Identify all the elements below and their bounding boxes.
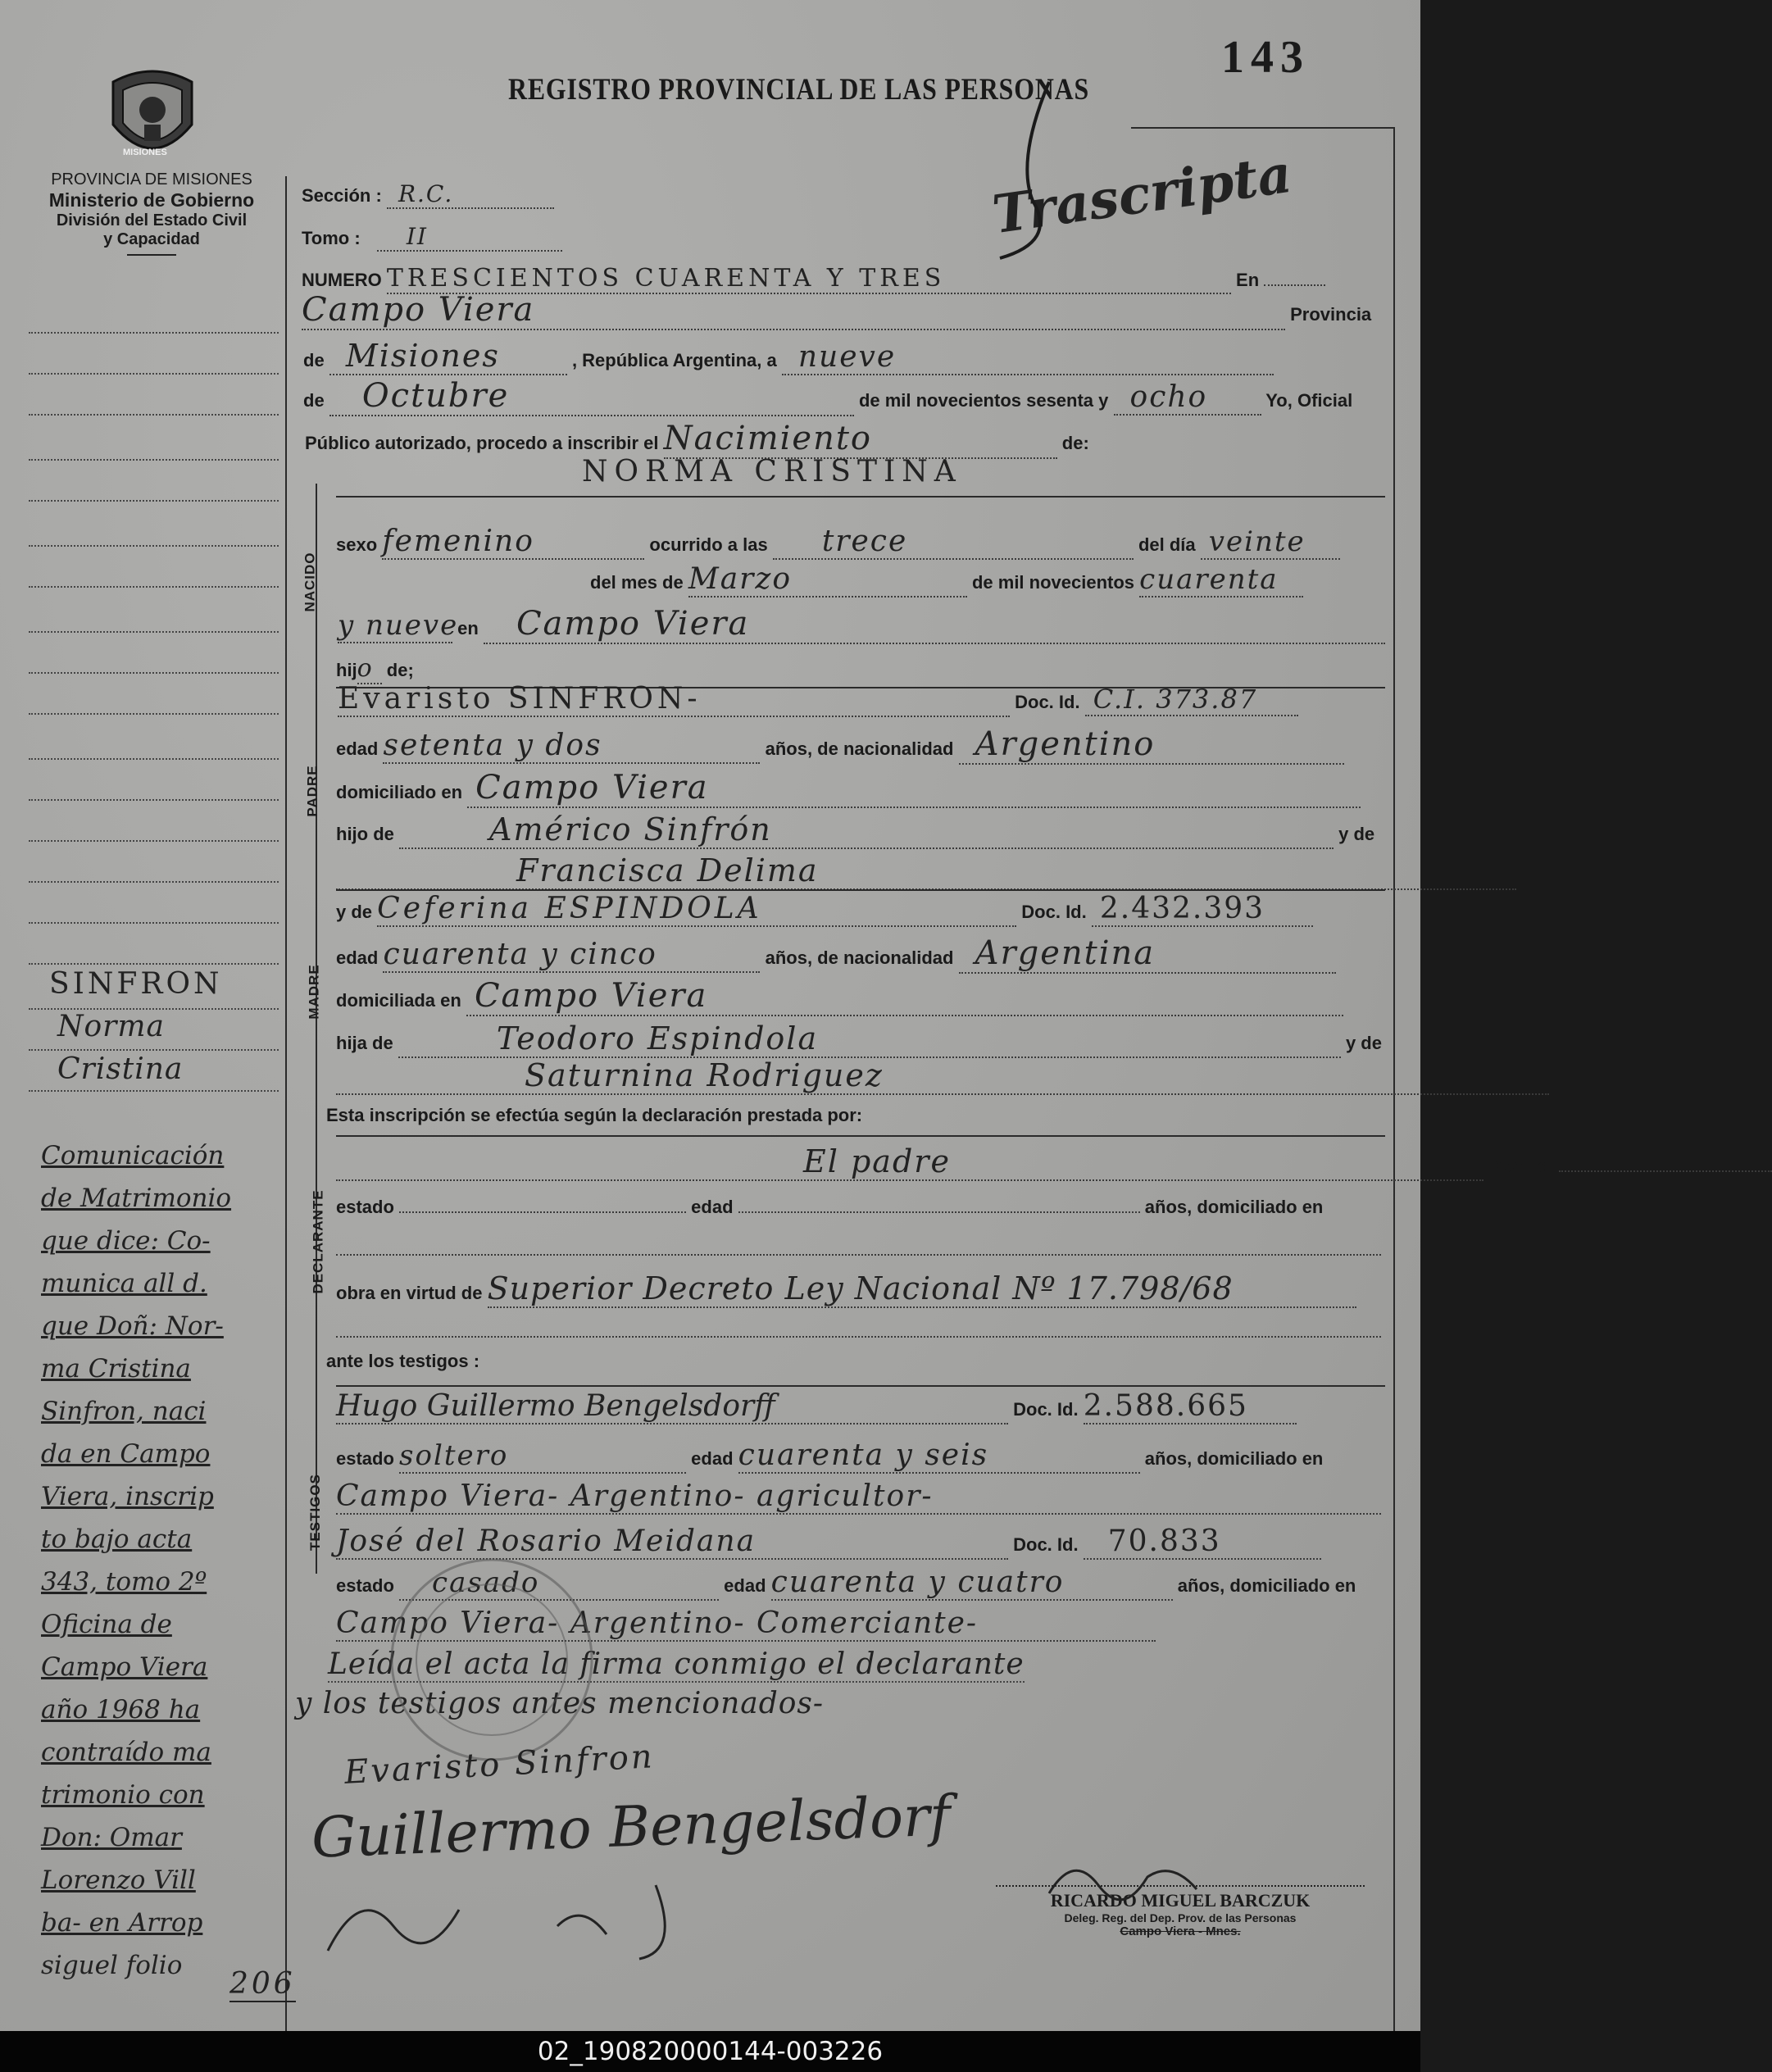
nacido-year1-value: cuarenta [1139,563,1303,598]
testigo2-edad: cuarenta y cuatro [771,1565,1173,1601]
declarante-intro: Esta inscripción se efectúa según la declaración prestada por: [326,1105,863,1125]
madre-y-de-label: y de [336,902,373,922]
top-signature: Trascripta [988,143,1296,247]
testigos-section-label: TESTIGOS [307,1474,323,1551]
padre-mother-value: Francisca Delima [336,852,1516,890]
madre-name-value: Ceferina ESPINDOLA [377,892,1016,927]
declarante-edad-label: edad [691,1197,734,1217]
note-line: que Doñ: Nor- [41,1311,224,1341]
madre-anos-label: años, de nacionalidad [765,947,954,968]
dia-label: del día [1138,534,1196,555]
testigo1-doc: 2.588.665 [1084,1389,1297,1424]
official-stamp-icon [385,1553,598,1766]
madre-nacionalidad-value: Argentina [959,934,1336,974]
year-value: ocho [1114,380,1261,416]
hour-value: trece [773,525,1134,560]
note-line: de Matrimonio [41,1184,232,1213]
obra-value: Superior Decreto Ley Nacional Nº 17.798/68 [488,1270,1356,1308]
witness-signature: Guillermo Bengelsdorf [310,1783,952,1871]
testigo1-edad-label: edad [691,1448,734,1469]
padre-nacionalidad-value: Argentino [959,725,1344,765]
declarante-signature: Evaristo Sinfron [343,1738,656,1792]
testigo2-edad-label: edad [724,1575,766,1596]
madre-domicilio-label: domiciliada en [336,990,461,1011]
agency-block [16,170,287,256]
testigo2-anos-label: años, domiciliado en [1177,1575,1356,1596]
signature-scribble-icon [311,1852,738,1967]
margin-surname: SINFRON [49,967,223,1001]
margin-note [41,1141,287,1993]
note-line: siguel folio [41,1951,183,1980]
margin-given2: Cristina [57,1052,184,1086]
file-id-bar [0,2031,1420,2072]
note-line: Sinfron, naci [41,1397,207,1426]
testigos-intro: ante los testigos : [326,1351,480,1371]
note-line: ba- en Arrop [41,1908,203,1938]
province-value: Misiones [329,338,567,375]
agency-province: PROVINCIA DE MISIONES [51,170,252,189]
declarante-name-value: El padre [336,1143,1483,1181]
hijo-suffix: o [357,654,382,684]
padre-father-value: Américo Sinfrón [399,811,1334,849]
nacido-place-value: Campo Viera [484,605,1385,644]
agency-ministry: Ministerio de Gobierno [48,189,255,211]
provincia-label: Provincia [1290,304,1372,325]
note-line: Lorenzo Vill [41,1865,196,1895]
testigo1-estado-label: estado [336,1448,394,1469]
padre-domicilio-label: domiciliado en [336,782,463,802]
padre-anos-label: años, de nacionalidad [765,738,954,759]
de2-label: de [303,390,325,411]
closing-line2: y los testigos antes mencionados- [295,1687,825,1720]
madre-edad-value: cuarenta y cinco [383,938,760,973]
sexo-label: sexo [336,534,378,555]
padre-name-value: Evaristo SINFRON- [338,682,1010,717]
en-label: En [1236,270,1260,290]
note-line: año 1968 ha [41,1695,201,1724]
nacido-day-value: veinte [1201,525,1340,560]
note-line: Don: Omar [41,1823,182,1852]
note-line: to bajo acta [41,1524,193,1554]
madre-edad-label: edad [336,947,379,968]
declarante-estado-label: estado [336,1197,394,1217]
margin-given1: Norma [57,1010,165,1043]
file-id: 02_190820000144-003226 [537,2037,884,2066]
publico-label: Público autorizado, procedo a inscribir el [305,433,659,453]
note-line: munica all d. [41,1269,207,1298]
numero-label: NUMERO [302,270,382,290]
declarante-anos-label: años, domiciliado en [1144,1197,1324,1217]
madre-mother-value: Saturnina Rodriguez [336,1057,1549,1095]
madre-hija-de-label: hija de [336,1033,393,1053]
year-label: de mil novecientos sesenta y [858,390,1109,411]
padre-semicolon: ; [1538,865,1544,885]
day-value: nueve [782,340,1274,375]
closing-line1: Leída el acta la firma conmigo el declarante [328,1647,1025,1681]
seccion-value: R.C. [387,180,554,209]
nacido-month-value: Marzo [688,562,967,598]
padre-edad-value: setenta y dos [383,729,760,764]
nacido-en-label: en [457,618,479,638]
padre-domicilio-value: Campo Viera [467,769,1361,808]
testigo2-domicilio: Campo Viera- Argentino- Comerciante- [336,1606,1156,1642]
testigo2-name: José del Rosario Meidana [336,1524,1008,1560]
padre-y-de-label: y de [1338,824,1375,844]
note-line: 343, tomo 2º [41,1567,207,1597]
note-line: trimonio con [41,1780,205,1810]
child-name: NORMA CRISTINA [582,455,962,488]
note-line: Comunicación [41,1141,225,1170]
testigo1-edad: cuarenta y seis [738,1438,1140,1474]
month-value: Octubre [329,377,854,416]
madre-doc-label: Doc. Id. [1021,902,1087,922]
nacido-year2-value: y nueve [338,609,459,642]
de-label: de [303,350,325,370]
testigo1-name: Hugo Guillermo Bengelsdorff [336,1389,1008,1424]
tomo-value: II [377,223,562,252]
officer-location: Campo Viera - Mnes. [1120,1924,1241,1938]
seal-label: MISIONES [123,148,167,157]
note-line: Viera, inscrip [41,1482,214,1511]
madre-domicilio-value: Campo Viera [466,977,1343,1016]
testigo2-estado: casado [399,1566,719,1601]
hijo-de-label: de; [386,660,414,680]
oficial-label: Yo, Oficial [1265,390,1353,411]
tomo-label: Tomo : [302,228,361,248]
seccion-label: Sección : [302,185,382,206]
padre-edad-label: edad [336,738,379,759]
officer-title: Deleg. Reg. del Dep. Prov. de las Personas [1064,1911,1297,1924]
testigo1-doc-label: Doc. Id. [1013,1399,1079,1420]
testigo2-doc: 70.833 [1084,1524,1321,1560]
page-number: 143 [1221,32,1310,83]
mes-label: del mes de [590,572,684,593]
margin-folio: 206 [229,1967,296,2001]
note-line: que dice: Co- [41,1226,211,1256]
registry-title: REGISTRO PROVINCIAL DE LAS PERSONAS [508,73,1090,107]
madre-y-de2-label: y de [1345,1033,1382,1053]
padre-hijo-de-label: hijo de [336,824,394,844]
sexo-value: femenino [382,525,644,560]
act-value: Nacimiento [664,420,1057,459]
officer-signature-icon [1041,1844,1205,1910]
note-line: Campo Viera [41,1652,208,1682]
declarante-section-label: DECLARANTE [310,1189,326,1294]
testigo2-doc-label: Doc. Id. [1013,1534,1079,1555]
signature-stroke-icon [967,78,1098,266]
declarante-doc-label: Doc. Id. [1488,1156,1554,1176]
madre-section-label: MADRE [306,964,322,1020]
madre-father-value: Teodoro Espindola [398,1020,1341,1058]
ocurrido-label: ocurrido a las [649,534,768,555]
obra-label: obra en virtud de [336,1283,483,1303]
republica-label: , República Argentina, a [571,350,777,370]
note-line: Oficina de [41,1610,172,1639]
hijo-label: hij [336,660,357,680]
agency-division: División del Estado Civil [56,211,248,229]
madre-doc-value: 2.432.393 [1092,892,1313,927]
padre-section-label: PADRE [304,765,320,817]
padre-doc-value: C.I. 373.87 [1085,684,1298,716]
mil-label: de mil novecientos [971,572,1135,593]
testigo1-estado: soltero [399,1439,686,1474]
note-line: contraído ma [41,1738,211,1767]
padre-doc-label: Doc. Id. [1015,692,1080,712]
testigo2-estado-label: estado [336,1575,394,1596]
agency-capacity: y Capacidad [103,230,200,248]
de3-label: de: [1061,433,1089,453]
nacido-section-label: NACIDO [302,552,318,612]
officer-name: RICARDO MIGUEL BARCZUK [996,1885,1365,1911]
testigo1-domicilio: Campo Viera- Argentino- agricultor- [336,1479,1381,1515]
note-line: ma Cristina [41,1354,191,1384]
place-value: Campo Viera [302,291,1285,330]
numero-value: TRESCIENTOS CUARENTA Y TRES [387,264,1231,294]
testigo1-anos-label: años, domiciliado en [1144,1448,1324,1469]
note-line: da en Campo [41,1439,211,1469]
